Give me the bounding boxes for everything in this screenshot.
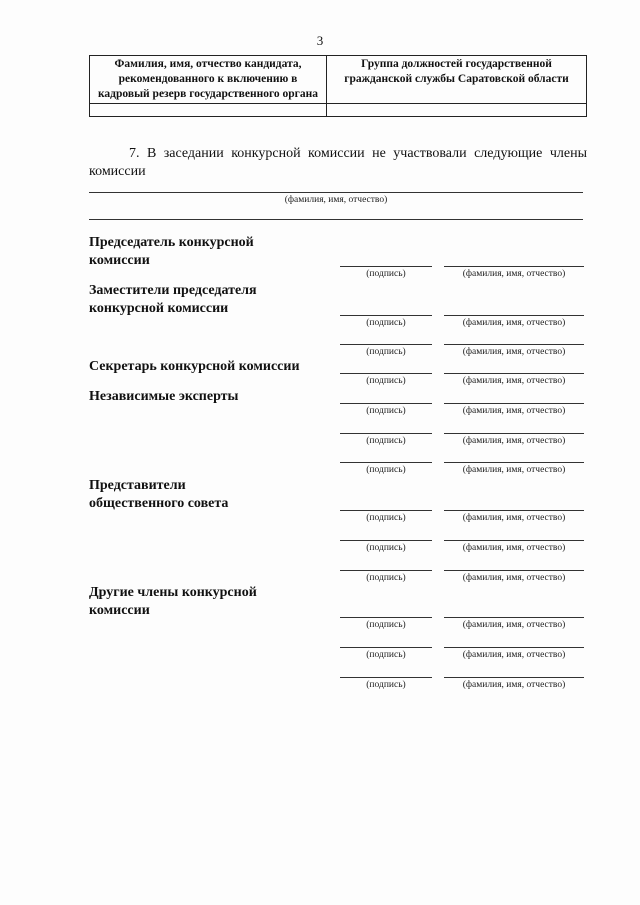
council-label: Представители общественного совета [89,478,229,511]
absent-name-line-2 [89,219,583,220]
signature-caption: (подпись) [366,620,406,630]
table-cell-candidate [90,104,327,117]
signature-line [340,677,432,678]
name-line [444,315,584,316]
chairman-label: Председатель конкурсной комиссии [89,235,254,268]
signature-caption: (подпись) [366,436,406,446]
name-line [444,677,584,678]
table-cell-position-group [327,104,587,117]
table-header-position-group: Группа должностей государственной гражданской службы Саратовской области [327,56,587,104]
name-line [444,510,584,511]
experts-label: Независимые эксперты [89,389,239,404]
signature-line [340,647,432,648]
secretary-label: Секретарь конкурсной комиссии [89,359,300,374]
others-label: Другие члены конкурсной комиссии [89,585,257,618]
signature-line [340,266,432,267]
name-caption: (фамилия, имя, отчество) [462,543,566,553]
signature-line [340,373,432,374]
deputies-label: Заместители председателя конкурсной комиссии [89,283,257,316]
signature-caption: (подпись) [366,318,406,328]
signature-line [340,510,432,511]
name-caption: (фамилия, имя, отчество) [462,436,566,446]
name-line [444,433,584,434]
name-line [444,403,584,404]
signature-line [340,462,432,463]
name-caption: (фамилия, имя, отчество) [462,406,566,416]
signature-caption: (подпись) [366,406,406,416]
signature-line [340,570,432,571]
signature-caption: (подпись) [366,269,406,279]
name-line [444,647,584,648]
name-line [444,266,584,267]
signature-caption: (подпись) [366,573,406,583]
signature-line [340,617,432,618]
name-caption: (фамилия, имя, отчество) [462,513,566,523]
signature-caption: (подпись) [366,376,406,386]
absent-members-paragraph: 7. В заседании конкурсной комиссии не участвовали следующие члены комиссии [89,146,587,179]
name-caption: (фамилия, имя, отчество) [462,680,566,690]
signature-line [340,433,432,434]
name-caption: (фамилия, имя, отчество) [462,465,566,475]
name-caption: (фамилия, имя, отчество) [462,650,566,660]
name-line [444,462,584,463]
signature-caption: (подпись) [366,513,406,523]
candidates-table [89,55,587,117]
signature-caption: (подпись) [366,650,406,660]
signature-caption: (подпись) [366,680,406,690]
name-line [444,540,584,541]
name-caption: (фамилия, имя, отчество) [462,318,566,328]
name-caption: (фамилия, имя, отчество) [462,620,566,630]
name-line [444,570,584,571]
absent-name-line [89,192,583,193]
name-caption: (фамилия, имя, отчество) [462,376,566,386]
name-line [444,373,584,374]
signature-line [340,344,432,345]
name-caption: (фамилия, имя, отчество) [462,573,566,583]
signature-caption: (подпись) [366,347,406,357]
name-line [444,617,584,618]
signature-caption: (подпись) [366,543,406,553]
signature-line [340,540,432,541]
table-header-candidate: Фамилия, имя, отчество кандидата, рекомендованного к включению в кадровый резерв государственного органа [90,56,327,104]
name-line [444,344,584,345]
signature-line [340,315,432,316]
name-caption: (фамилия, имя, отчество) [462,269,566,279]
name-caption: (фамилия, имя, отчество) [462,347,566,357]
absent-name-caption: (фамилия, имя, отчество) [284,195,388,205]
page-number: 3 [316,33,324,48]
signature-line [340,403,432,404]
signature-caption: (подпись) [366,465,406,475]
